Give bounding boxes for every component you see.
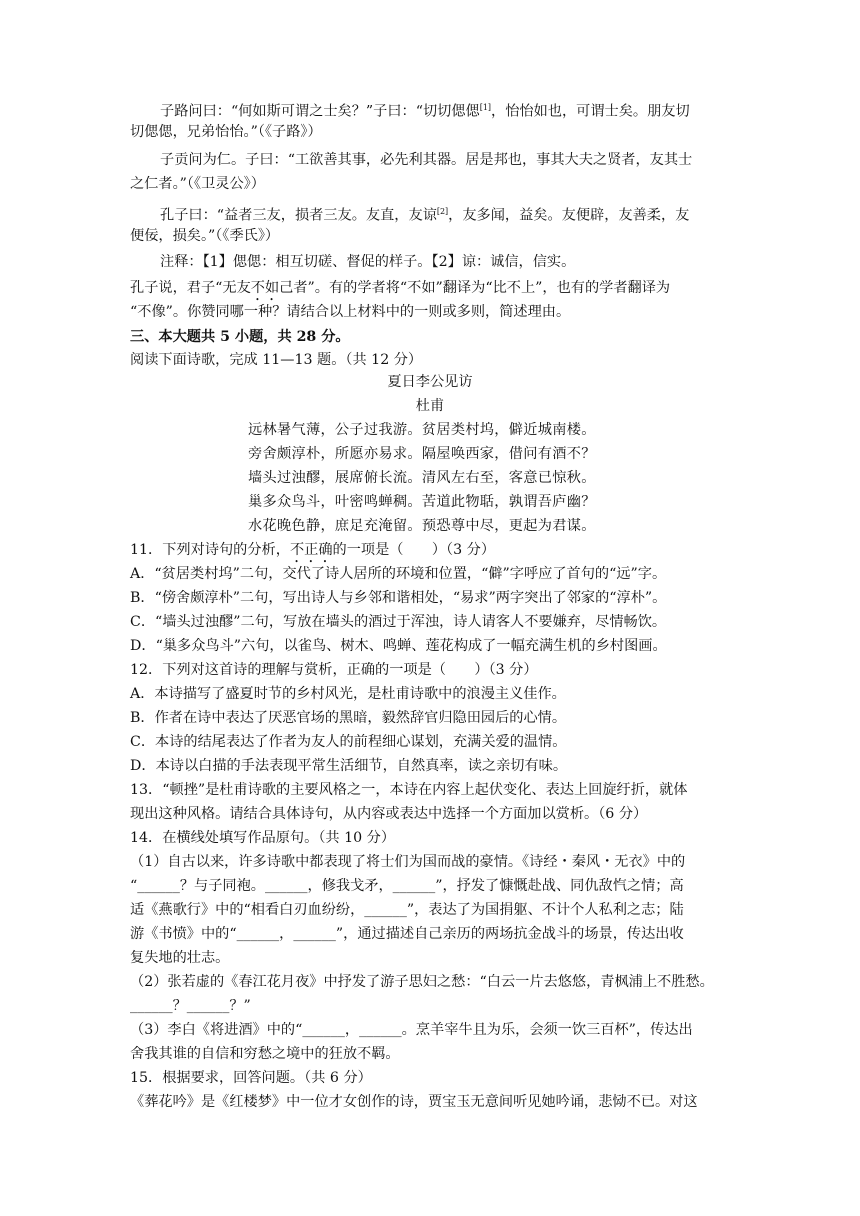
- text-line: 子路问曰：“何如斯可谓之士矣？”子曰：“切切偲偲[1]，怡怡如也，可谓士矣。朋友切: [160, 103, 690, 120]
- option-c: C．本诗的结尾表达了作者为友人的前程细心谋划，充满关爱的温情。: [130, 734, 567, 750]
- question-13: 13．“顿挫”是杜甫诗歌的主要风格之一，本诗在内容上起伏变化、表达上回旋纡折，就体: [130, 782, 688, 798]
- text-line: 之仁者。”（《卫灵公》）: [130, 176, 265, 192]
- reading-instruction: 阅读下面诗歌，完成 11—13 题。（共 12 分）: [130, 352, 423, 368]
- question-15-text: 《葬花吟》是《红楼梦》中一位才女创作的诗，贾宝玉无意间听见她吟诵，悲恸不已。对这: [130, 1094, 698, 1110]
- annotation-line: 注释：【1】偲偲：相互切磋、督促的样子。【2】谅：诚信，信实。: [160, 254, 576, 270]
- question-14-part-1: 复失地的壮志。: [130, 950, 230, 966]
- question-14-part-3: （3）李白《将进酒》中的“______，______。烹羊宰牛且为乐，会须一饮三百杯”，传达出: [130, 1022, 693, 1038]
- question-14-part-1: 适《燕歌行》中的“相看白刃血纷纷，______”，表达了为国捐躯、不计个人私利之志；陆: [130, 902, 684, 918]
- option-a: A．本诗描写了盛夏时节的乡村风光，是杜甫诗歌中的浪漫主义佳作。: [130, 686, 566, 702]
- option-a: A．“贫居类村坞”二句，交代了诗人居所的环境和位置，“僻”字呼应了首句的“远”字。: [130, 566, 667, 582]
- option-b: B．作者在诗中表达了厌恶官场的黑暗，毅然辞官归隐田园后的心情。: [130, 710, 567, 726]
- text-line: 孔子曰：“益者三友，损者三友。友直，友谅[2]，友多闻，益矣。友便辟，友善柔，友: [160, 207, 690, 224]
- question-14-part-3: 舍我其谁的自信和穷愁之境中的狂放不羁。: [130, 1046, 400, 1062]
- section-heading: 三、本大题共 5 小题，共 28 分。: [130, 329, 350, 345]
- poem-line: 旁舍颇淳朴，所愿亦易求。隔屋唤西家，借问有酒不？: [248, 446, 596, 462]
- option-b: B．“傍舍颇淳朴”二句，写出诗人与乡邻和谐相处，“易求”两字突出了邻家的“淳朴”。: [130, 590, 667, 606]
- question-14: 14．在横线处填写作品原句。（共 10 分）: [130, 830, 396, 846]
- question-14-part-2: （2）张若虚的《春江花月夜》中抒发了游子思妇之愁：“白云一片去悠悠，青枫浦上不胜愁。: [130, 974, 714, 990]
- option-d: D．“巢多众鸟斗”六句，以雀鸟、树木、鸣蝉、莲花构成了一幅充满生机的乡村图画。: [130, 638, 667, 654]
- question-14-part-1: “______？与子同袍。______，修我戈矛，______”，抒发了慷慨赴战、同仇敌忾之情；高: [130, 878, 684, 894]
- option-c: C．“墙头过浊醪”二句，写放在墙头的酒过于浑浊，诗人请客人不要嫌弃，尽情畅饮。: [130, 614, 667, 630]
- poem-author: 杜甫: [415, 398, 445, 414]
- text-line: 切偲偲，兄弟怡怡。”（《子路》）: [130, 124, 322, 140]
- question-13: 现出这种风格。请结合具体诗句，从内容或表达中选择一个方面加以赏析。（6 分）: [130, 806, 648, 822]
- poem-line: 水花晚色静，庶足充淹留。预恐尊中尽，更起为君谋。: [248, 518, 596, 534]
- poem-title: 夏日李公见访: [387, 374, 473, 390]
- question-10-line: “不像”。你赞同哪一种？请结合以上材料中的一则或多则，简述理由。: [130, 304, 571, 320]
- poem-line: 墙头过浊醪，展席俯长流。清风左右至，客意已惊秋。: [248, 470, 596, 486]
- question-14-part-2: ______？______？”: [130, 998, 251, 1014]
- question-14-part-1: （1）自古以来，许多诗歌中都表现了将士们为国而战的豪情。《诗经・秦风・无衣》中的: [130, 854, 686, 870]
- question-14-part-1: 游《书愤》中的“______，______”，通过描述自己亲历的两场抗金战斗的场景，传达出收: [130, 926, 684, 942]
- question-15: 15．根据要求，回答问题。（共 6 分）: [130, 1070, 372, 1086]
- poem-line: 远林暑气薄，公子过我游。贫居类村坞，僻近城南楼。: [248, 422, 596, 438]
- text-line: 子贡问为仁。子曰：“工欲善其事，必先利其器。居是邦也，事其大夫之贤者，友其士: [160, 152, 693, 168]
- question-11: 11．下列对诗句的分析，不正确的一项是（ ）（3 分）: [130, 542, 496, 558]
- question-12: 12．下列对这首诗的理解与赏析，正确的一项是（ ）（3 分）: [130, 662, 538, 678]
- option-d: D．本诗以白描的手法表现平常生活细节，自然真率，读之亲切有味。: [130, 758, 568, 774]
- poem-line: 巢多众鸟斗，叶密鸣蝉稠。苦道此物聒，孰谓吾庐幽？: [248, 494, 596, 510]
- question-10-line: 孔子说，君子“无友不如己者”。有的学者将“不如”翻译为“比不上”，也有的学者翻译为: [130, 280, 671, 296]
- text-line: 便佞，损矣。”（《季氏》）: [130, 228, 280, 244]
